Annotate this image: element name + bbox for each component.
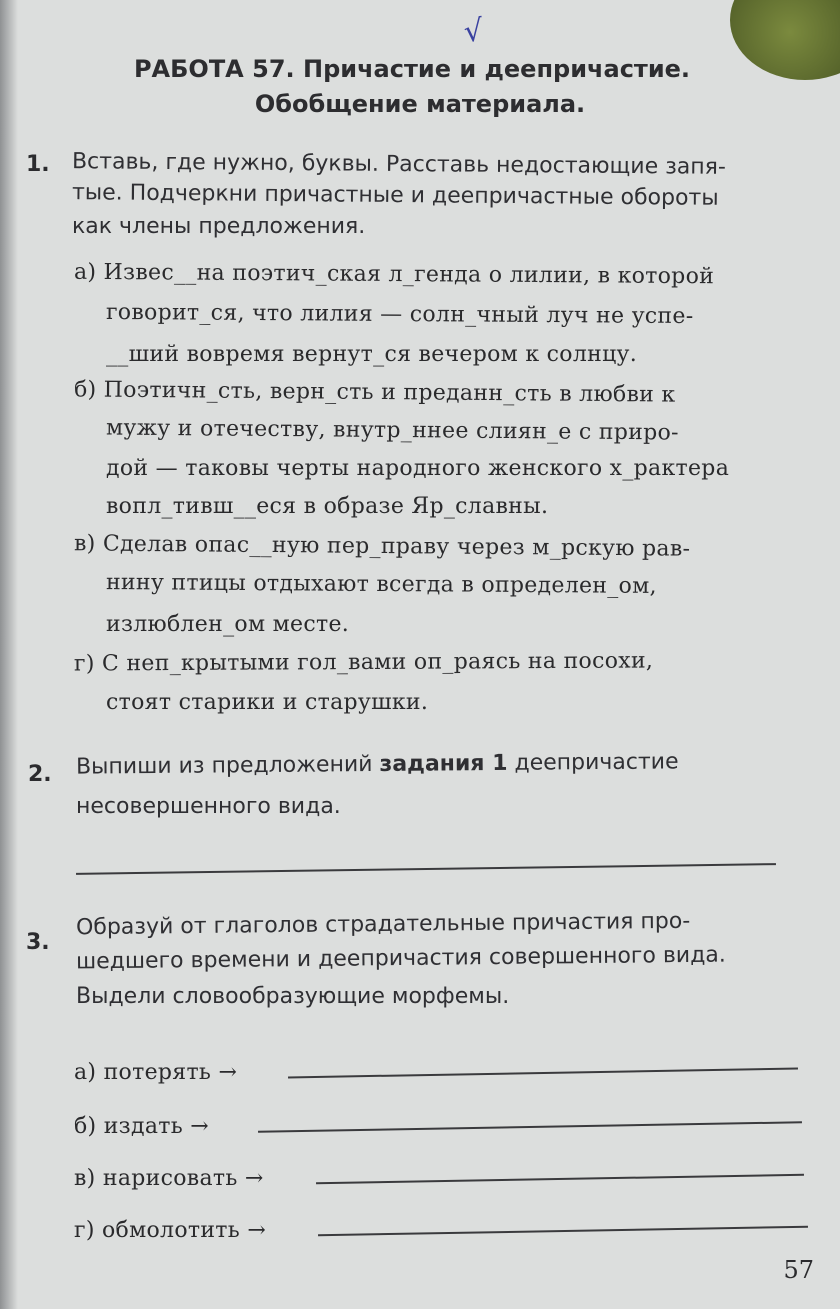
- task1-sentence-line: вопл_тивш__еся в образе Яр_славны.: [106, 494, 549, 519]
- task2-text: Выпиши из предложений: [75, 751, 380, 780]
- task3-verb: в) нарисовать →: [74, 1166, 264, 1191]
- page-number: 57: [783, 1256, 814, 1284]
- task1-sentence-line: дой — таковы черты народного женского х_рактера: [106, 456, 730, 481]
- task1-sentence-line: в) Сделав опас__ную пер_праву через м_рскую рав-: [73, 531, 691, 562]
- task3-answer-line[interactable]: [316, 1174, 804, 1185]
- task3-answer-line[interactable]: [258, 1121, 802, 1132]
- task3-number: 3.: [26, 930, 50, 955]
- task3-answer-line[interactable]: [288, 1068, 798, 1079]
- task1-sentence-line: а) Извес__на поэтич_ская л_генда о лилии, в которой: [73, 259, 715, 290]
- task1-sentence-line: __ший вовремя вернут_ся вечером к солнцу.: [106, 342, 638, 367]
- task3-instruction-line: Выдели словообразующие морфемы.: [76, 984, 510, 1009]
- handwritten-check-mark: √: [462, 13, 485, 50]
- task1-number: 1.: [26, 152, 50, 177]
- work-number: РАБОТА 57.: [133, 55, 295, 83]
- task3-instruction-line: шедшего времени и деепричастия совершенного вида.: [75, 942, 726, 975]
- task2-number: 2.: [28, 762, 52, 787]
- task2-instruction-line: [76, 749, 679, 779]
- task1-sentence-line: стоят старики и старушки.: [106, 690, 429, 715]
- task1-instruction-line: как члены предложения.: [72, 214, 366, 239]
- task3-instruction-line: Образуй от глаголов страдательные причастия про-: [75, 908, 691, 941]
- task2-reference: задания 1: [379, 750, 508, 777]
- task1-sentence-line: мужу и отечеству, внутр_ннее слиян_е с приро-: [105, 415, 679, 446]
- page-shadow: [0, 0, 18, 1309]
- task1-instruction-line: тые. Подчеркни причастные и деепричастные обороты: [71, 180, 719, 211]
- work-topic-line1: Причастие и деепричастие.: [303, 55, 691, 83]
- task1-sentence-line: говорит_ся, что лилия — солн_чный луч не успе-: [105, 299, 694, 330]
- task1-sentence-line: б) Поэтичн_сть, верн_сть и преданн_сть в любви к: [73, 377, 676, 408]
- task2-instruction-line: несовершенного вида.: [76, 794, 341, 819]
- task3-verb: г) обмолотить →: [74, 1218, 267, 1243]
- task3-verb: б) издать →: [74, 1114, 210, 1139]
- task2-answer-line[interactable]: [76, 863, 776, 875]
- task2-text: деепричастие: [507, 749, 679, 776]
- task1-sentence-line: излюблен_ом месте.: [106, 612, 350, 637]
- work-title: [0, 55, 832, 83]
- task3-verb: а) потерять →: [74, 1060, 238, 1085]
- task1-sentence-line: г) С неп_крытыми гол_вами оп_раясь на посохи,: [73, 648, 654, 677]
- task3-answer-line[interactable]: [318, 1226, 808, 1237]
- task1-sentence-line: нину птицы отдыхают всегда в определен_ом,: [105, 570, 657, 599]
- task1-instruction-line: Вставь, где нужно, буквы. Расставь недостающие запя-: [71, 149, 727, 180]
- work-topic-line2: Обобщение материала.: [254, 90, 586, 118]
